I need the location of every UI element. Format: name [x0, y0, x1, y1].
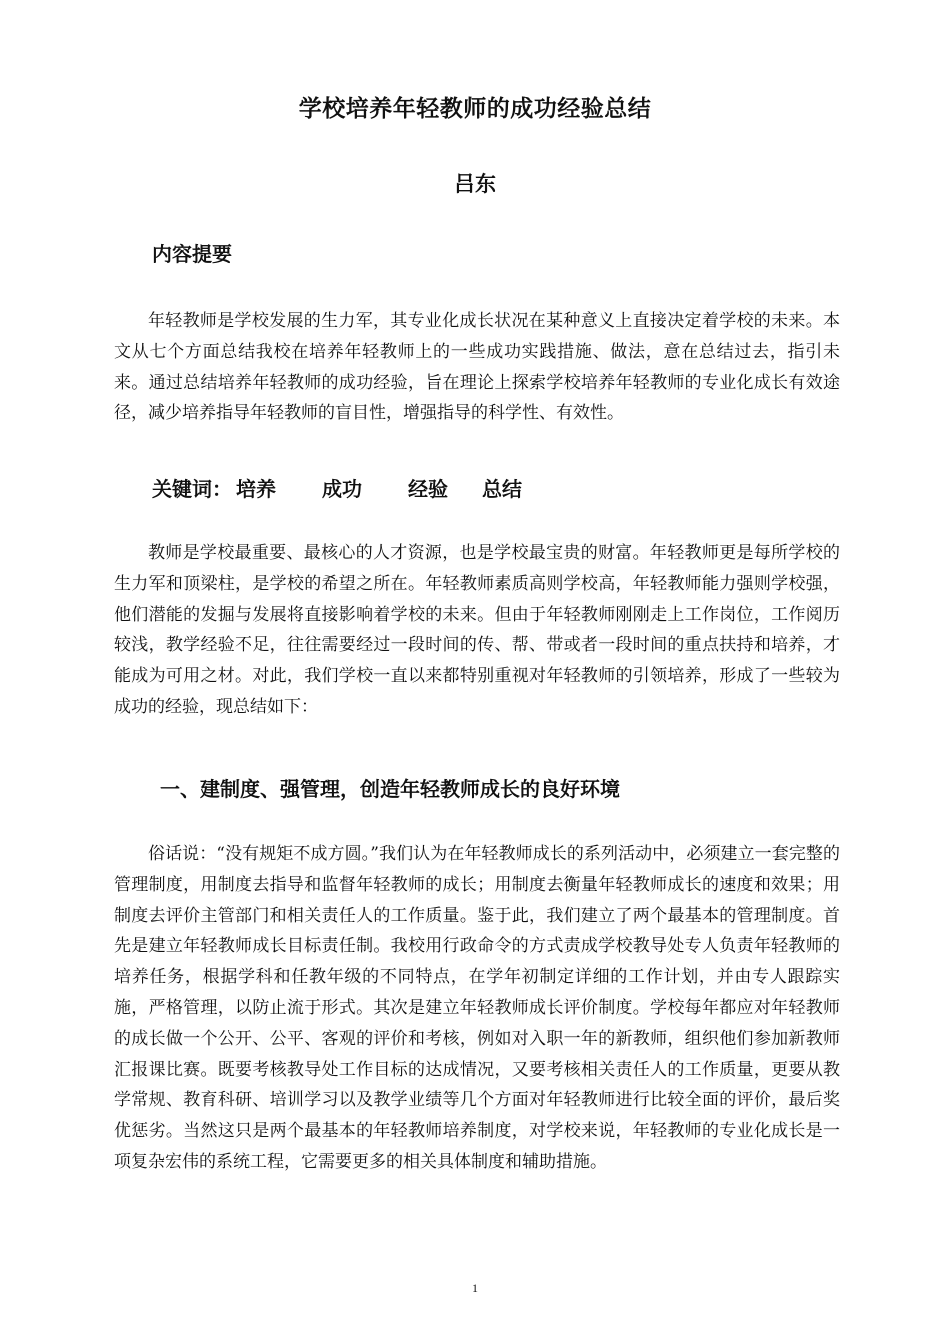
keywords-label: 关键词： — [152, 477, 232, 501]
abstract-paragraph: 年轻教师是学校发展的生力军，其专业化成长状况在某种意义上直接决定着学校的未来。本文从七个方面总结我校在培养年轻教师上的一些成功实践措施、做法，意在总结过去，指引未来。通过总结培养年轻教师的成功经验，旨在理论上探索学校培养年轻教师的专业化成长有效途径，减少培养指导年轻教师的盲目性，增强指导的科学性、有效性。 — [114, 311, 840, 424]
intro-paragraph: 教师是学校最重要、最核心的人才资源，也是学校最宝贵的财富。年轻教师更是每所学校的生力军和顶梁柱，是学校的希望之所在。年轻教师素质高则学校高，年轻教师能力强则学校强，他们潜能的发掘与发展将直接影响着学校的未来。但由于年轻教师刚刚走上工作岗位，工作阅历较浅，教学经验不足，往往需要经过一段时间的传、帮、带或者一段时间的重点扶持和培养，才能成为可用之材。对此，我们学校一直以来都特别重视对年轻教师的引领培养，形成了一些较为成功的经验，现总结如下： — [114, 543, 840, 717]
section-paragraph: 俗话说：“没有规矩不成方圆。”我们认为在年轻教师成长的系列活动中，必须建立一套完整的管理制度，用制度去指导和监督年轻教师的成长；用制度去衡量年轻教师成长的速度和效果；用制度去评价主管部门和相关责任人的工作质量。鉴于此，我们建立了两个最基本的管理制度。首先是建立年轻教师成长目标责任制。我校用行政命令的方式责成学校教导处专人负责年轻教师的培养任务，根据学科和任教年级的不同特点，在学年初制定详细的工作计划，并由专人跟踪实施，严格管理，以防止流于形式。其次是建立年轻教师成长评价制度。学校每年都应对年轻教师的成长做一个公开、公平、客观的评价和考核，例如对入职一年的新教师，组织他们参加新教师汇报课比赛。既要考核教导处工作目标的达成情况，又要考核相关责任人的工作质量，更要从教学常规、教育科研、培训学习以及教学业绩等几个方面对年轻教师进行比较全面的评价，最后奖优惩劣。当然这只是两个最基本的年轻教师培养制度，对学校来说，年轻教师的专业化成长是一项复杂宏伟的系统工程，它需要更多的相关具体制度和辅助措施。 — [114, 844, 840, 1172]
author-name: 吕东 — [454, 172, 496, 196]
keyword-item: 经验 — [408, 477, 448, 501]
section-heading: 一、建制度、强管理，创造年轻教师成长的良好环境 — [160, 777, 620, 801]
page-number: 1 — [472, 1281, 478, 1295]
keyword-item: 培养 — [236, 477, 276, 501]
document-title: 学校培养年轻教师的成功经验总结 — [298, 96, 652, 122]
keywords-line — [152, 473, 522, 502]
keyword-item: 成功 — [322, 477, 362, 501]
abstract-heading: 内容提要 — [152, 242, 232, 266]
keyword-item: 总结 — [482, 477, 522, 501]
